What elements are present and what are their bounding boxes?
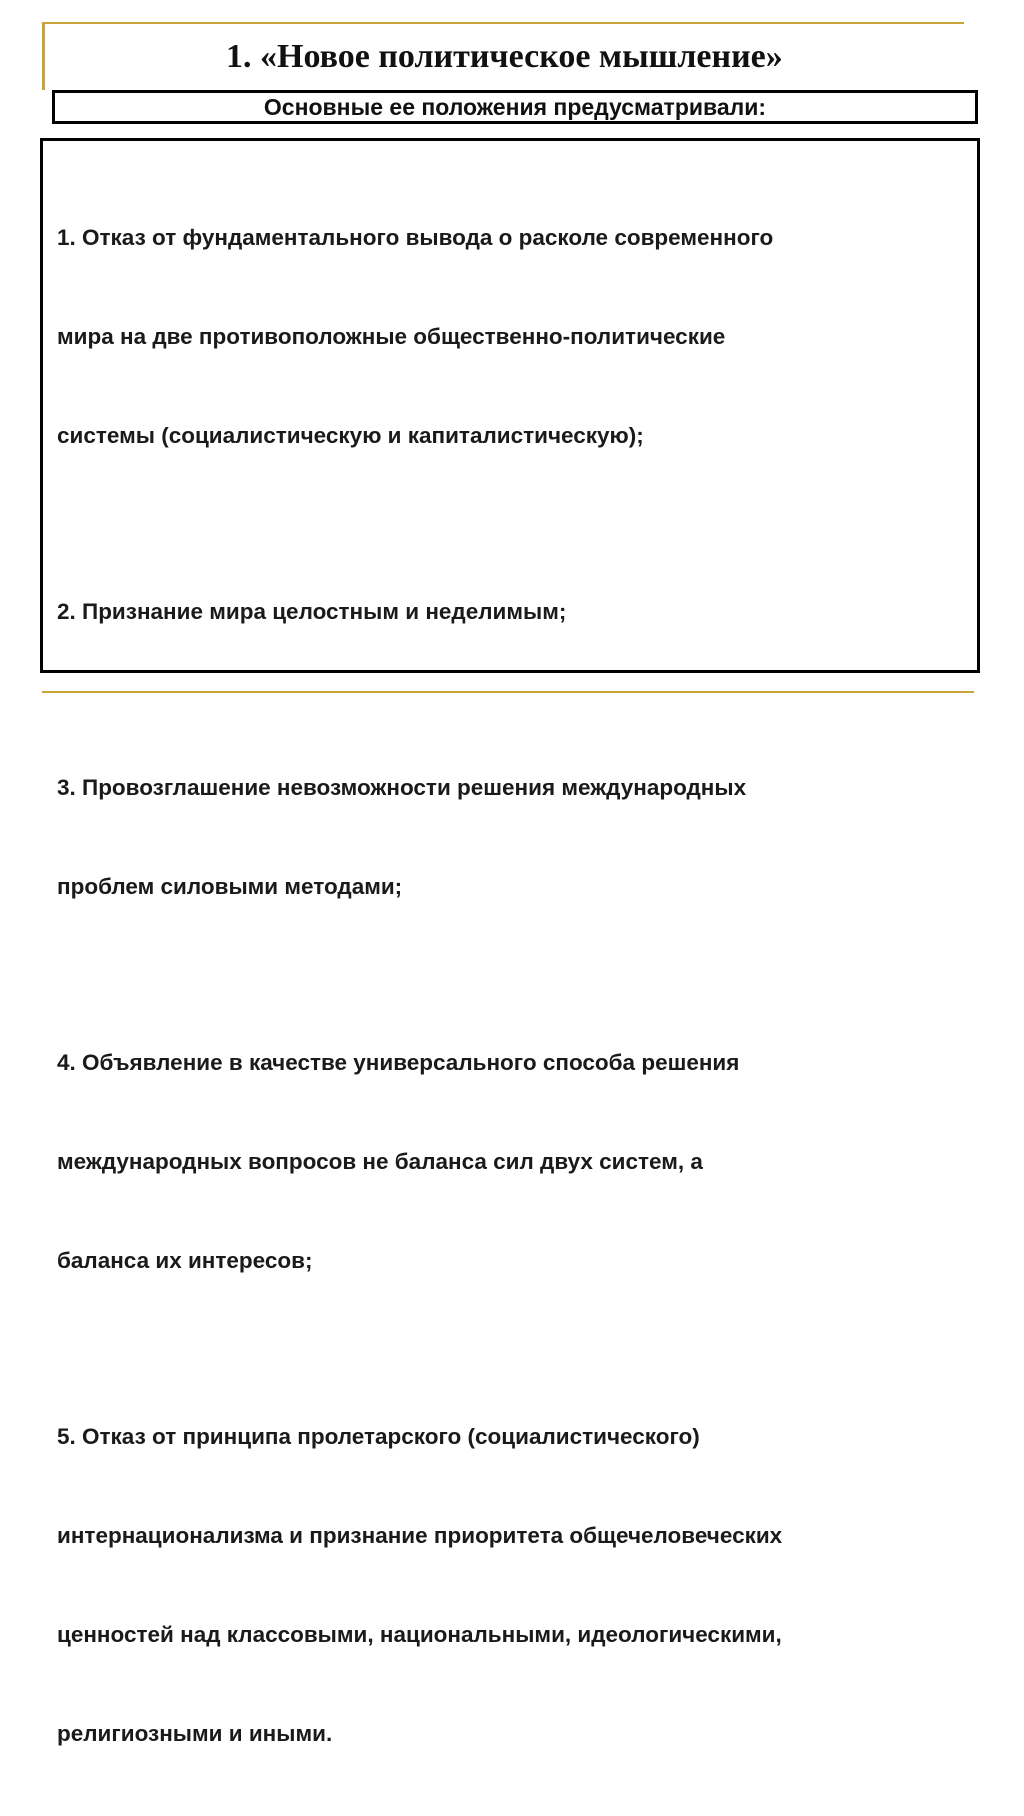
provision-line: 4. Объявление в качестве универсального способа решения: [57, 1050, 740, 1075]
provisions-box: [40, 138, 980, 1746]
provision-line: баланса их интересов;: [57, 1248, 313, 1273]
provision-item-3: [57, 705, 965, 969]
provision-line: мира на две противоположные общественно-политические: [57, 324, 726, 349]
provision-line: международных вопросов не баланса сил двух систем, а: [57, 1149, 703, 1174]
bottom-gold-rule: [42, 691, 974, 693]
provision-line: 2. Признание мира целостным и неделимым;: [57, 599, 567, 624]
provision-line: ценностей над классовыми, национальными, идеологическими,: [57, 1622, 782, 1647]
provision-item-2: [57, 529, 965, 694]
subtitle-text: Основные ее положения предусматривали:: [263, 93, 767, 120]
provision-line: интернационализма и признание приоритета общечеловеческих: [57, 1523, 783, 1548]
top-gold-rule: [42, 22, 964, 24]
provision-line: 5. Отказ от принципа пролетарского (социалистического): [57, 1424, 700, 1449]
provision-line: религиозными и иными.: [57, 1721, 333, 1746]
provision-line: 1. Отказ от фундаментального вывода о расколе современного: [57, 225, 774, 250]
provision-item-1: [57, 155, 965, 518]
provision-item-5: [57, 1354, 965, 1816]
provision-line: проблем силовыми методами;: [57, 874, 403, 899]
left-gold-rule: [42, 22, 45, 90]
provision-line: 3. Провозглашение невозможности решения международных: [57, 775, 747, 800]
provision-item-4: [57, 980, 965, 1343]
provision-line: системы (социалистическую и капиталистическую);: [57, 423, 644, 448]
subtitle-box: [52, 90, 978, 124]
slide-title: 1. «Новое политическое мышление»: [226, 38, 783, 75]
